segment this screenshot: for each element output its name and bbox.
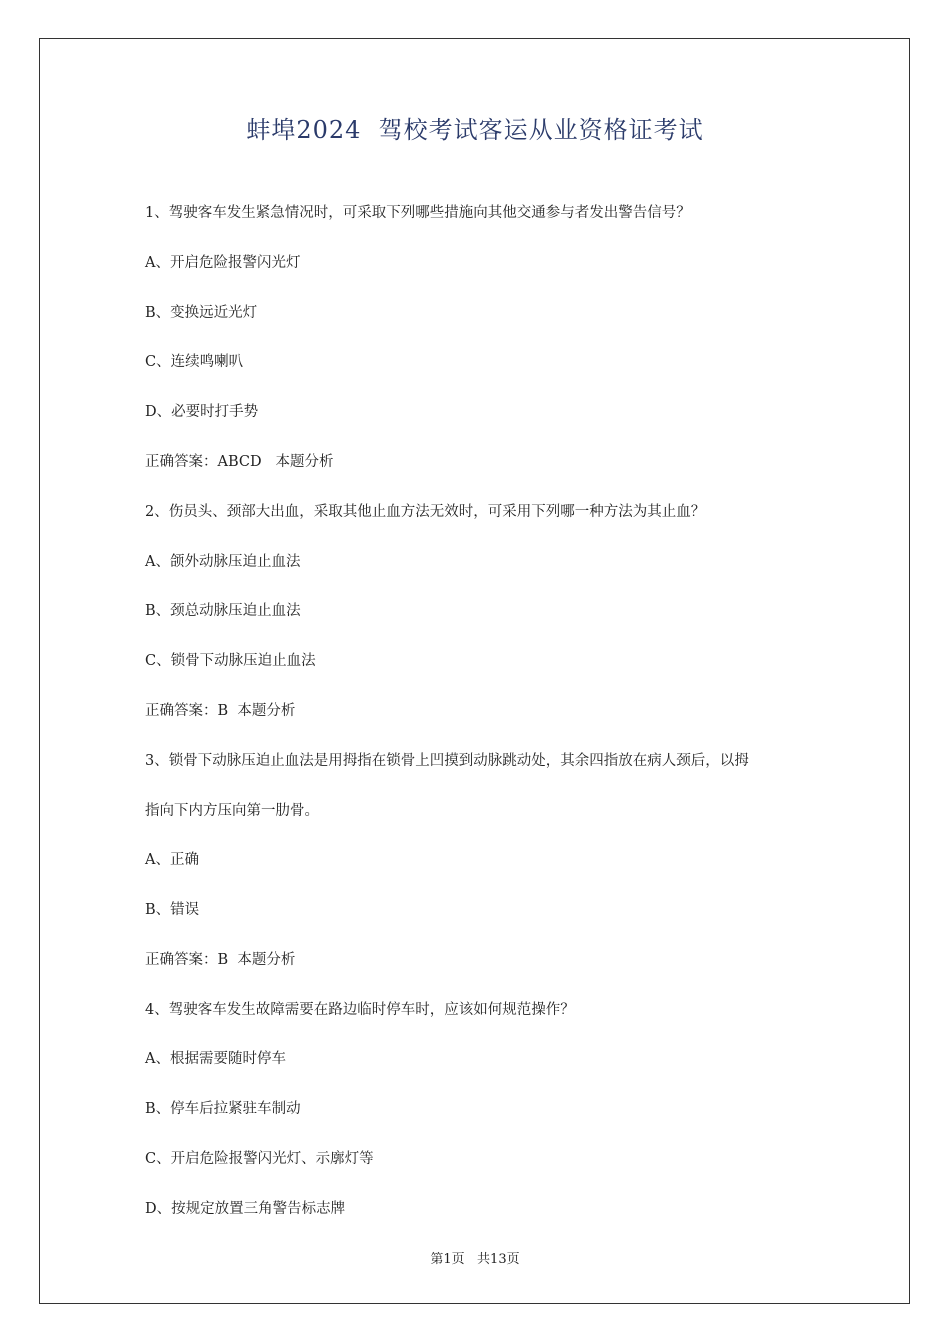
question-3-option-a: A、正确 xyxy=(145,852,199,868)
question-2-option-a: A、颌外动脉压迫止血法 xyxy=(145,554,301,570)
document-title: 蚌埠2024 驾校考试客运从业资格证考试 xyxy=(246,116,704,144)
question-2-answer: 正确答案：B 本题分析 xyxy=(145,703,296,719)
question-2-option-c: C、锁骨下动脉压迫止血法 xyxy=(145,653,316,669)
question-3-answer: 正确答案：B 本题分析 xyxy=(145,952,296,968)
question-4-option-d: D、按规定放置三角警告标志牌 xyxy=(145,1201,346,1217)
question-1-option-c: C、连续鸣喇叭 xyxy=(145,354,244,370)
question-4-text: 4、驾驶客车发生故障需要在路边临时停车时，应该如何规范操作？ xyxy=(145,1002,575,1018)
question-1-option-b: B、变换远近光灯 xyxy=(145,305,258,321)
question-4-option-c: C、开启危险报警闪光灯、示廓灯等 xyxy=(145,1151,374,1167)
question-3-text-continued: 指向下内方压向第一肋骨。 xyxy=(145,803,319,819)
question-1-option-d: D、必要时打手势 xyxy=(145,404,259,420)
question-4-option-a: A、根据需要随时停车 xyxy=(145,1051,286,1067)
question-2-option-b: B、颈总动脉压迫止血法 xyxy=(145,603,301,619)
question-1-text: 1、驾驶客车发生紧急情况时，可采取下列哪些措施向其他交通参与者发出警告信号？ xyxy=(145,205,691,221)
question-3-text: 3、锁骨下动脉压迫止血法是用拇指在锁骨上凹摸到动脉跳动处，其余四指放在病人颈后，以拇 xyxy=(145,753,749,769)
question-4-option-b: B、停车后拉紧驻车制动 xyxy=(145,1101,301,1117)
question-2-text: 2、伤员头、颈部大出血，采取其他止血方法无效时，可采用下列哪一种方法为其止血？ xyxy=(145,504,706,520)
question-1-option-a: A、开启危险报警闪光灯 xyxy=(145,255,301,271)
question-3-option-b: B、错误 xyxy=(145,902,200,918)
page-number-footer: 第1页 共13页 xyxy=(430,1252,520,1267)
question-1-answer: 正确答案：ABCD 本题分析 xyxy=(145,454,334,470)
